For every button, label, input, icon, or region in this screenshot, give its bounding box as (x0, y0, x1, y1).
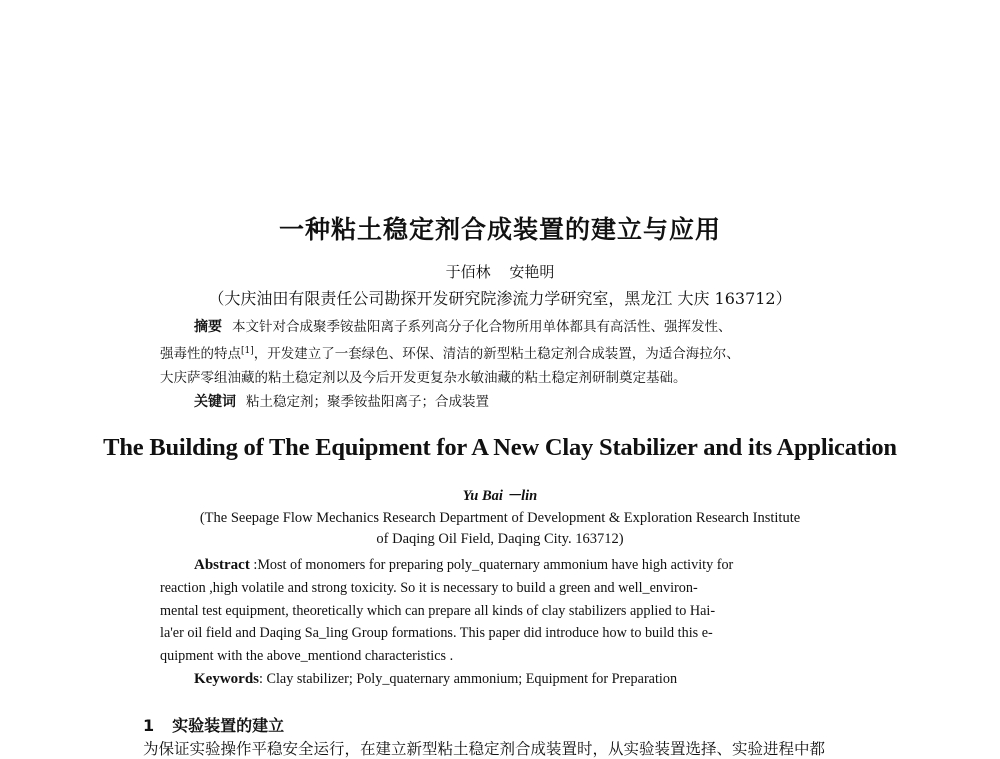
english-keywords-line (160, 668, 850, 691)
chinese-abstract-text: 大庆萨零组油藏的粘土稳定剂以及今后开发更复杂水敏油藏的粘土稳定剂研制奠定基础。 (160, 370, 687, 386)
english-abstract-text: :Most of monomers for preparing poly_quaternary ammonium have high activity for (253, 557, 734, 573)
chinese-title: 一种粘土稳定剂合成装置的建立与应用 (278, 215, 721, 244)
chinese-abstract-line (160, 315, 840, 339)
chinese-affiliation: （大庆油田有限责任公司勘探开发研究院渗流力学研究室，黑龙江 大庆 163712） (208, 289, 792, 308)
chinese-abstract-text: 本文针对合成聚季铵盐阳离子系列高分子化合物所用单体都具有高活性、强挥发性、 (232, 319, 732, 335)
english-author: Yu Bai －lin (462, 488, 538, 504)
english-title: The Building of The Equipment for A New Clay Stabilizer and its Application (103, 434, 897, 461)
chinese-keywords-line (160, 390, 840, 414)
section-number: 1 (143, 716, 155, 735)
chinese-abstract-line (160, 366, 840, 390)
chinese-authors: 于佰林 安艳明 (445, 263, 555, 281)
english-keywords-label: Keywords (194, 670, 259, 687)
english-abstract-line: la'er oil field and Daqing Sa_ling Group formations. This paper did introduce how to build this e- (160, 625, 713, 642)
english-abstract-line: mental test equipment, theoretically which can prepare all kinds of clay stabilizers applied to Hai- (160, 602, 716, 619)
reference-mark: [1] (241, 346, 254, 356)
chinese-keywords-label: 关键词 (194, 394, 236, 410)
english-affiliation-line: of Daqing Oil Field, Daqing City. 163712) (376, 531, 624, 547)
english-abstract (160, 554, 850, 691)
english-abstract-label: Abstract (194, 557, 250, 573)
chinese-abstract-text: 强毒性的特点 (160, 346, 241, 362)
section-title: 实验装置的建立 (172, 716, 285, 735)
section-heading (143, 713, 284, 736)
english-affiliation (0, 508, 1000, 550)
english-abstract-line: reaction ,high volatile and strong toxicity. So it is necessary to build a green and well_environ- (160, 579, 698, 596)
english-keywords: : Clay stabilizer; Poly_quaternary ammonium; Equipment for Preparation (259, 670, 678, 687)
chinese-abstract-label: 摘要 (194, 319, 222, 335)
chinese-keywords: 粘土稳定剂；聚季铵盐阳离子；合成装置 (246, 394, 489, 410)
chinese-abstract-text: ，开发建立了一套绿色、环保、清洁的新型粘土稳定剂合成装置，为适合海拉尔、 (253, 346, 740, 362)
english-affiliation-line: (The Seepage Flow Mechanics Research Department of Development & Exploration Research Institute (199, 510, 801, 526)
body-text-line: 为保证实验操作平稳安全运行，在建立新型粘土稳定剂合成装置时，从实验装置选择、实验进程中都 (143, 740, 826, 758)
chinese-abstract (160, 315, 840, 414)
chinese-abstract-line (160, 339, 840, 366)
english-abstract-line (160, 554, 850, 577)
english-abstract-line: quipment with the above_mentiond characteristics . (160, 648, 454, 665)
